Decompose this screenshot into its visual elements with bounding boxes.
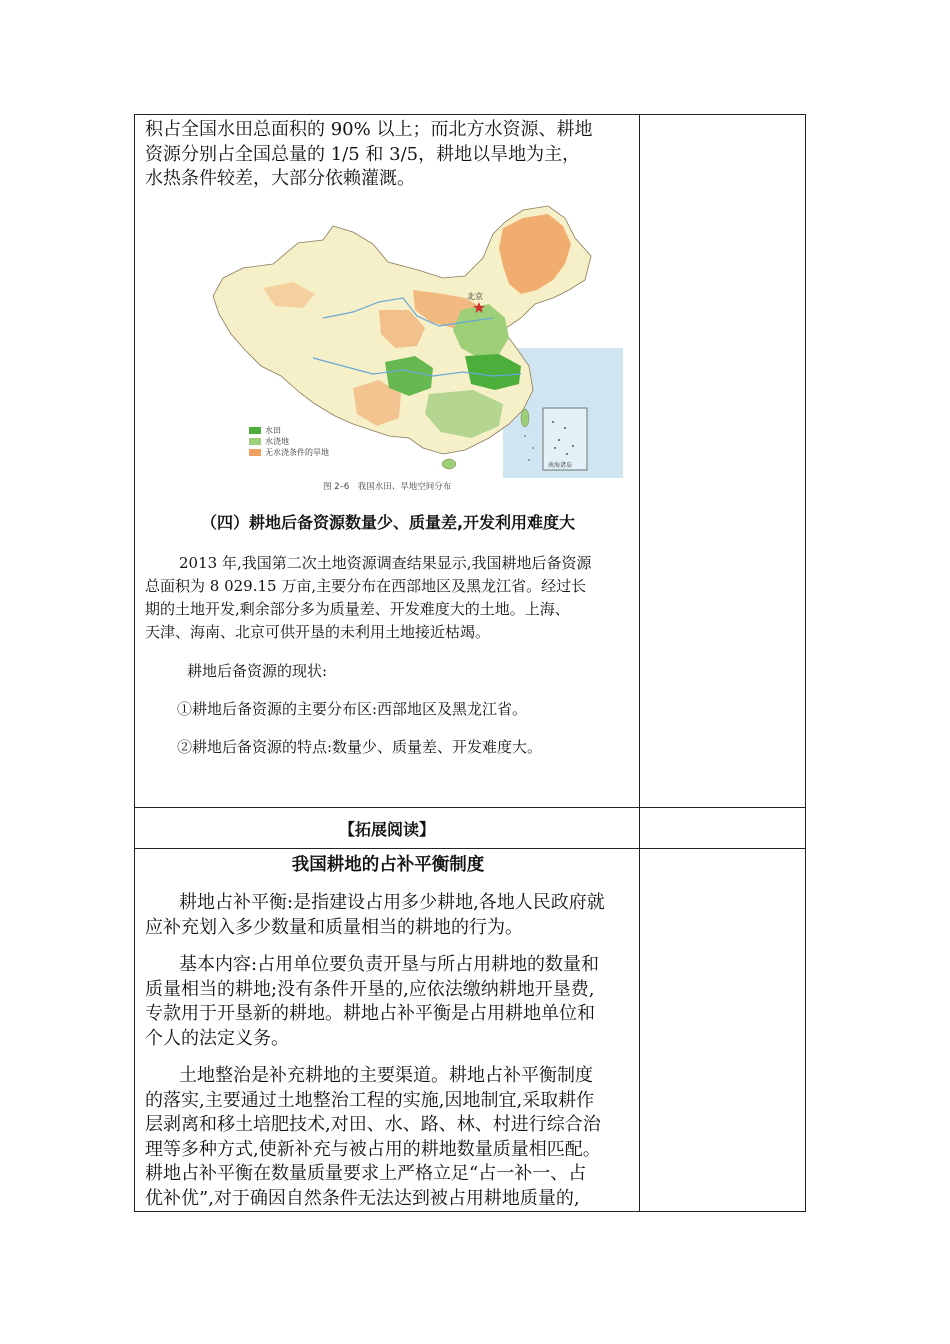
legend-paddy-label: 水田 [265, 425, 281, 435]
section-4-line-3: 期的土地开发,剩余部分多为质量差、开发难度大的土地。上海、 [145, 599, 570, 618]
section-4-line-2: 总面积为 8 029.15 万亩,主要分布在西部地区及黑龙江省。经过长 [145, 576, 587, 595]
legend-irrigated-label: 水浇地 [265, 436, 289, 446]
reading-p2-line-2: 质量相当的耕地;没有条件开垦的,应依法缴纳耕地开垦费, [145, 978, 595, 1000]
intro-line-3: 水热条件较差，大部分依赖灌溉。 [145, 168, 415, 189]
intro-line-1: 积占全国水田总面积的 90% 以上；而北方水资源、耕地 [145, 119, 593, 140]
reading-p3-line-2: 的落实,主要通过土地整治工程的实施,因地制宜,采取耕作 [145, 1089, 595, 1111]
status-item-1: ①耕地后备资源的主要分布区:西部地区及黑龙江省。 [177, 699, 528, 718]
legend-dry [249, 447, 329, 458]
section-4-line-1: 2013 年,我国第二次土地资源调查结果显示,我国耕地后备资源 [179, 553, 592, 572]
section-4-line-4: 天津、海南、北京可供开垦的未利用土地接近枯竭。 [145, 622, 491, 641]
taiwan-island [521, 409, 529, 427]
reading-para-1 [145, 891, 631, 940]
legend-dry-swatch [249, 449, 261, 456]
main-content-cell [135, 115, 640, 808]
lesson-table [134, 114, 806, 1212]
reading-p3-line-4: 理等多种方式,使新补充与被占用的耕地数量质量相匹配。 [145, 1138, 601, 1160]
reading-title: 我国耕地的占补平衡制度 [291, 855, 485, 875]
legend-dry-label: 无水浇条件的旱地 [265, 447, 329, 457]
row-reading [135, 849, 806, 1212]
reading-p2-line-4: 个人的法定义务。 [145, 1027, 289, 1049]
side-cell-2 [640, 808, 806, 849]
reading-cell [135, 849, 640, 1212]
reading-p3-line-1: 土地整治是补充耕地的主要渠道。耕地占补平衡制度 [179, 1065, 593, 1086]
side-cell-3 [640, 849, 806, 1212]
hainan-island [442, 459, 456, 469]
reading-p2-line-1: 基本内容:占用单位要负责开垦与所占用耕地的数量和 [179, 954, 600, 975]
inset-label: 南海诸岛 [548, 461, 573, 469]
legend-irrigated [249, 436, 289, 447]
beijing-label: 北京 [467, 291, 483, 301]
row-reading-header [135, 808, 806, 849]
legend-irrigated-swatch [249, 438, 261, 445]
intro-line-2: 资源分别占全国总量的 1/5 和 3/5，耕地以旱地为主， [145, 143, 581, 165]
reading-p3-line-5: 耕地占补平衡在数量质量要求上严格立足“占一补一、占 [145, 1163, 587, 1184]
side-cell-1 [640, 115, 806, 808]
legend-paddy [249, 425, 281, 436]
row-content [135, 115, 806, 808]
reading-p1-line-1: 耕地占补平衡:是指建设占用多少耕地,各地人民政府就 [179, 892, 605, 913]
map-caption: 图 2–6 我国水田、旱地空间分布 [323, 481, 452, 492]
section-4-heading: （四）耕地后备资源数量少、质量差,开发利用难度大 [200, 512, 576, 532]
reading-para-3 [145, 1064, 631, 1211]
reading-p2-line-3: 专款用于开垦新的耕地。耕地占补平衡是占用耕地单位和 [145, 1003, 595, 1024]
legend-paddy-swatch [249, 427, 261, 434]
reading-header-cell [135, 808, 640, 849]
reading-p3-line-6: 优补优”,对于确因自然条件无法达到被占用耕地质量的, [145, 1187, 580, 1209]
reading-header: 【拓展阅读】 [338, 819, 435, 839]
reading-para-2 [145, 953, 631, 1051]
status-item-2: ②耕地后备资源的特点:数量少、质量差、开发难度大。 [177, 737, 543, 756]
section-4-paragraph [145, 552, 631, 644]
reading-p1-line-2: 应补充划入多少数量和质量相当的耕地的行为。 [145, 916, 523, 938]
status-title: 耕地后备资源的现状: [187, 661, 328, 680]
reading-p3-line-3: 层剥离和移土培肥技术,对田、水、路、林、村进行综合治 [145, 1114, 601, 1135]
china-farmland-map [203, 198, 623, 498]
